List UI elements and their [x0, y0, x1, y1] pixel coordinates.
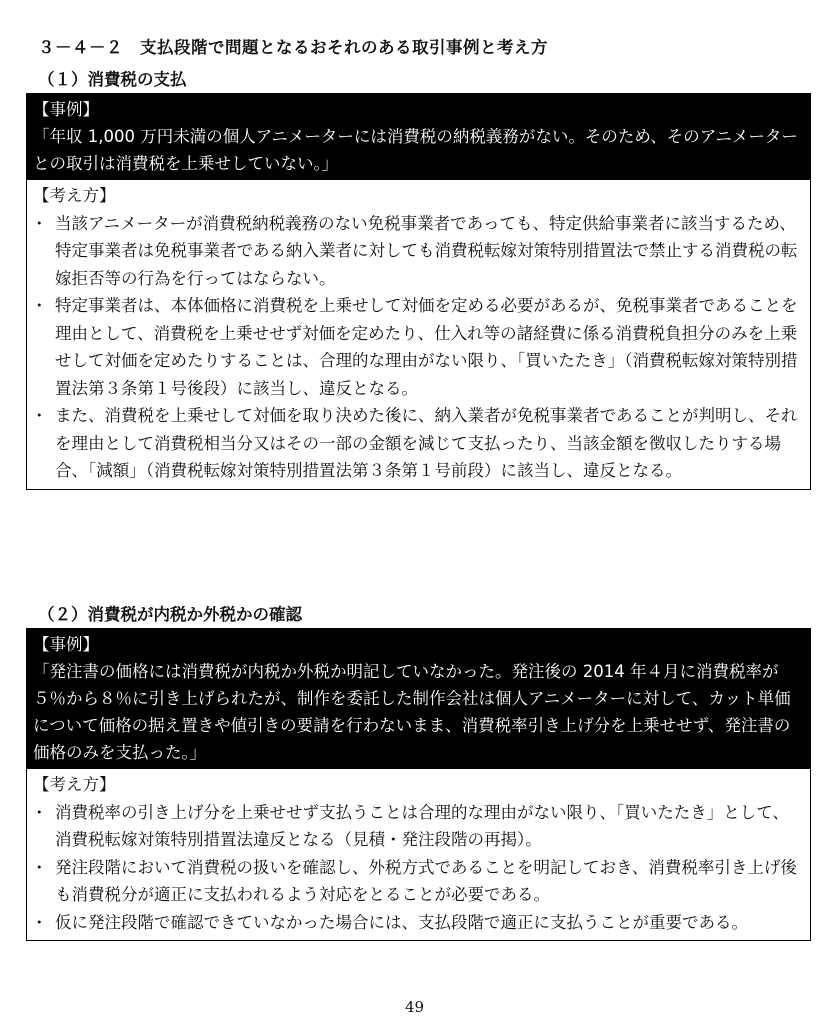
- list-item: ・ 消費税率の引き上げ分を上乗せせず支払うことは合理的な理由がない限り、「買いたたき」として、消費税転嫁対策特別措置法違反となる（見積・発注段階の再掲）。: [33, 799, 804, 854]
- list-item: ・ また、消費税を上乗せして対価を取り決めた後に、納入業者が免税事業者であることが判明し、それを理由として消費税相当分又はその一部の金額を減じて支払ったり、当該金額を徴収したりする場合、「減額」（消費税転嫁対策特別措置法第３条第１号前段）に該当し、違反となる。: [33, 402, 804, 485]
- case-label: 【事例】: [33, 100, 99, 119]
- list-item: ・ 仮に発注段階で確認できていなかった場合には、支払段階で適正に支払うことが重要である。: [33, 909, 804, 937]
- list-item: ・ 特定事業者は、本体価格に消費税を上乗せして対価を定める必要があるが、免税事業者であることを理由として、消費税を上乗せせず対価を定めたり、仕入れ等の諸経費に係る消費税負担分のみを上乗せして対価を定めたりすることは、合理的な理由がない限り、「買いたたき」（消費税転嫁対策特別措置法第３条第１号後段）に該当し、違反となる。: [33, 292, 804, 402]
- page-number: 49: [404, 998, 425, 1016]
- view-panel-1: [27, 179, 810, 489]
- case-panel-1: [27, 94, 810, 179]
- view-label: 【考え方】: [33, 775, 116, 794]
- subsection-title-2: （２）消費税が内税か外税かの確認: [38, 605, 302, 624]
- case-text: 「発注書の価格には消費税が内税か外税か明記していなかった。発注後の 2014 年４月に消費税率が５％から８％に引き上げられたが、制作を委託した制作会社は個人アニメーターに対して、カット単価について価格の据え置きや値引きの要請を行わないまま、消費税率引き上げ分を上乗せせず、発注書の価格のみを支払った。」: [33, 662, 791, 762]
- view-points-list: [33, 799, 804, 937]
- view-points-list: [33, 210, 804, 485]
- view-panel-2: [27, 768, 810, 940]
- list-item: ・ 発注段階において消費税の扱いを確認し、外税方式であることを明記しておき、消費税率引き上げ後も消費税分が適正に支払われるよう対応をとることが必要である。: [33, 854, 804, 909]
- case-text: 「年収 1,000 万円未満の個人アニメーターには消費税の納税義務がない。そのため、そのアニメーターとの取引は消費税を上乗せしていない。」: [33, 127, 798, 173]
- case-box-1: [26, 93, 811, 490]
- case-panel-2: [27, 629, 810, 768]
- case-label: 【事例】: [33, 635, 99, 654]
- view-label: 【考え方】: [33, 186, 116, 205]
- list-item: ・ 当該アニメーターが消費税納税義務のない免税事業者であっても、特定供給事業者に該当するため、特定事業者は免税事業者である納入業者に対しても消費税転嫁対策特別措置法で禁止する消費税の転嫁拒否等の行為を行ってはならない。: [33, 210, 804, 293]
- case-box-2: [26, 628, 811, 941]
- section-heading: ３－４－２ 支払段階で問題となるおそれのある取引事例と考え方: [38, 38, 548, 57]
- subsection-title-1: （１）消費税の支払: [38, 70, 187, 89]
